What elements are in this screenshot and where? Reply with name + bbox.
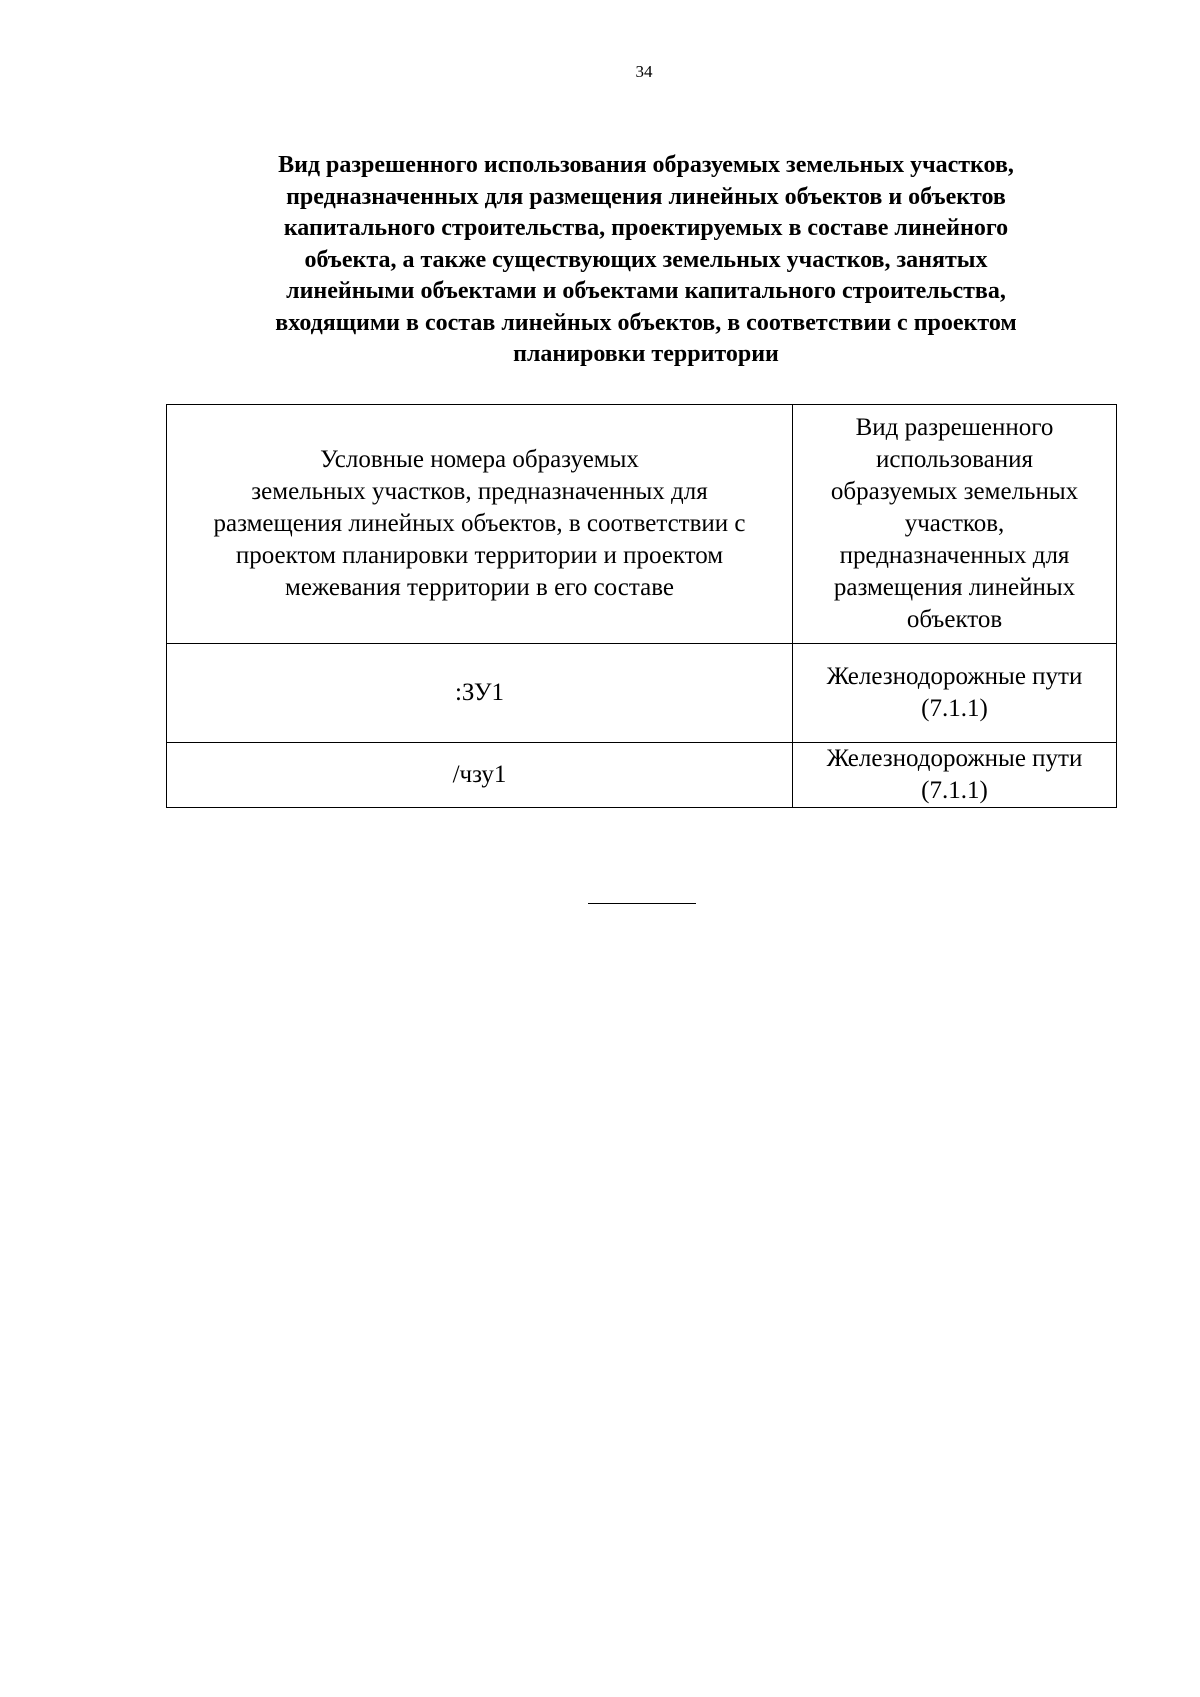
table-row [167, 644, 1117, 743]
usage-line: Железнодорожные пути [826, 663, 1083, 690]
title-line: линейными объектами и объектами капитального строительства, [286, 278, 1006, 304]
header-line: проектом планировки территории и проектом [235, 542, 724, 569]
header-line: объектов [906, 606, 1003, 633]
title-line: объекта, а также существующих земельных участков, занятых [304, 246, 988, 273]
header-line: участков, [904, 510, 1005, 537]
document-title [180, 150, 1112, 371]
title-line: планировки территории [513, 341, 779, 367]
header-line: использования [876, 446, 1033, 473]
header-line: предназначенных для [839, 542, 1070, 569]
header-line: размещения линейных [833, 574, 1076, 601]
header-line: размещения линейных объектов, в соответствии с [213, 510, 746, 537]
header-line: межевания территории в его составе [285, 574, 674, 601]
usage-line: (7.1.1) [921, 777, 988, 804]
title-line: капитального строительства, проектируемых в составе линейного [283, 215, 1009, 241]
usage-line: (7.1.1) [921, 695, 988, 722]
page-number: 34 [635, 62, 653, 81]
title-line: предназначенных для размещения линейных объектов и объектов [286, 183, 1006, 210]
title-line: Вид разрешенного использования образуемых земельных участков, [278, 152, 1014, 178]
header-cell-permitted-use [793, 405, 1117, 644]
permitted-use-cell [793, 743, 1117, 808]
permitted-use-cell [793, 644, 1117, 743]
header-line: земельных участков, предназначенных для [251, 478, 708, 505]
header-line: Вид разрешенного [855, 414, 1054, 441]
end-separator-line [588, 903, 696, 904]
header-cell-plot-numbers [167, 405, 793, 644]
title-line: входящими в состав линейных объектов, в соответствии с проектом [275, 309, 1017, 336]
table-header-row [167, 405, 1117, 644]
header-line: образуемых земельных [830, 478, 1079, 505]
plot-number-cell: :ЗУ1 [167, 644, 793, 743]
usage-line: Железнодорожные пути [826, 745, 1083, 772]
table-row [167, 743, 1117, 808]
land-usage-table [166, 404, 1117, 808]
plot-number-cell: /чзу1 [167, 743, 793, 808]
header-line: Условные номера образуемых [320, 446, 639, 473]
